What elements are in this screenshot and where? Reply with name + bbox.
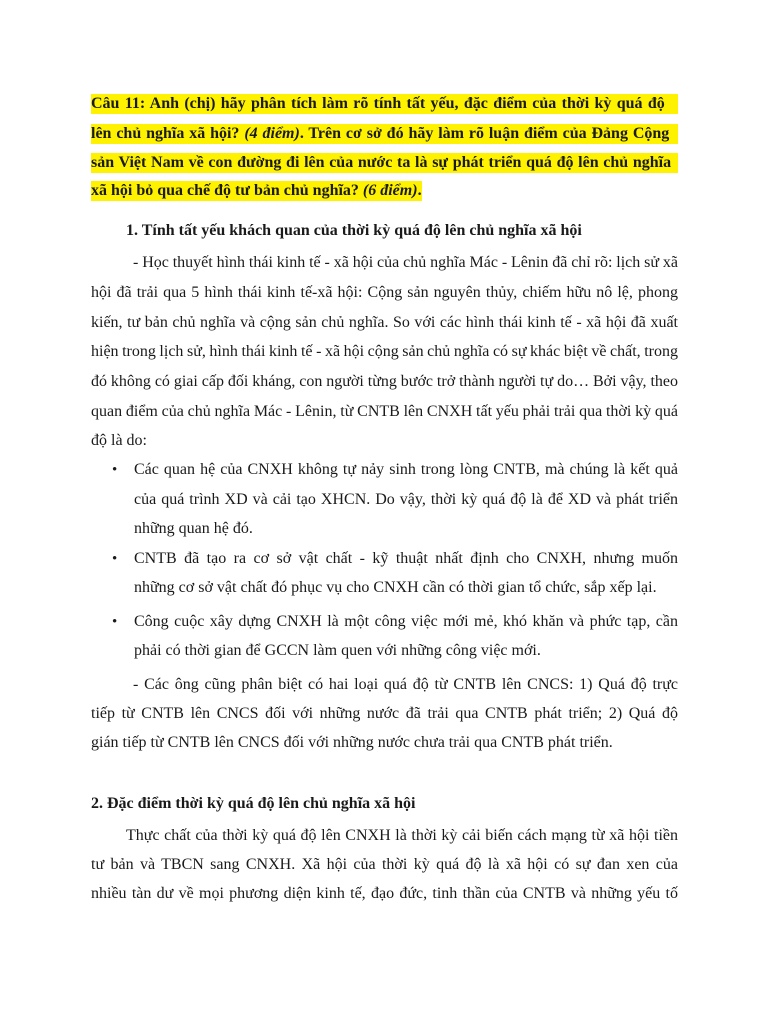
question-text: Câu 11: Anh (chị) hãy phân tích làm rõ tính tất yếu, đặc điểm của thời kỳ quá độ <box>91 95 665 112</box>
question-text: . Trên cơ sở đó hãy làm rõ luận điểm của Đảng Cộng <box>299 125 670 142</box>
paragraph-line: hiện trong lịch sử, hình thái kinh tế - xã hội cộng sản chủ nghĩa có sự khác biệt về chất, trong <box>91 343 678 360</box>
question-score: (6 điểm) <box>362 182 418 199</box>
question-line <box>91 181 422 201</box>
list-item-line: Công cuộc xây dựng CNXH là một công việc mới mẻ, khó khăn và phức tạp, cần <box>134 613 678 630</box>
paragraph-line: độ là do: <box>91 432 147 449</box>
paragraph-line: đó không có giai cấp đối kháng, con người từng bước trở thành người tự do… Bởi vậy, theo <box>91 373 678 390</box>
question-text: lên chủ nghĩa xã hội? <box>91 125 245 142</box>
question-score: (4 điểm) <box>244 125 300 142</box>
section-1-heading: 1. Tính tất yếu khách quan của thời kỳ quá độ lên chủ nghĩa xã hội <box>126 222 582 239</box>
list-item-line: Các quan hệ của CNXH không tự nảy sinh trong lòng CNTB, mà chúng là kết quả <box>134 461 678 478</box>
question-text: sản Việt Nam về con đường đi lên của nước ta là sự phát triển quá độ lên chủ nghĩa <box>91 154 672 171</box>
paragraph-line: tiếp từ CNTB lên CNCS đối với những nước đã trải qua CNTB phát triển; 2) Quá độ <box>91 705 678 722</box>
paragraph-line: nhiều tàn dư về mọi phương diện kinh tế, đạo đức, tinh thần của CNTB và những yếu tố <box>91 885 678 902</box>
paragraph-line: gián tiếp từ CNTB lên CNCS đối với những nước chưa trải qua CNTB phát triển. <box>91 734 613 751</box>
list-item-line: phải có thời gian để GCCN làm quen với những công việc mới. <box>134 642 541 659</box>
list-item-line: những quan hệ đó. <box>134 520 253 537</box>
question-text: xã hội bỏ qua chế độ tư bản chủ nghĩa? <box>91 182 363 199</box>
bullet-icon: • <box>112 551 118 567</box>
bullet-icon: • <box>112 614 118 630</box>
list-item-line: những cơ sở vật chất đó phục vụ cho CNXH cần có thời gian tổ chức, sắp xếp lại. <box>134 579 657 596</box>
question-text: . <box>417 182 422 199</box>
bullet-icon: • <box>112 462 118 478</box>
paragraph-line: tư bản và TBCN sang CNXH. Xã hội của thời kỳ quá độ là xã hội có sự đan xen của <box>91 856 678 873</box>
paragraph-line: hội đã trải qua 5 hình thái kinh tế-xã hội: Cộng sản nguyên thủy, chiếm hữu nô lệ, phong <box>91 284 678 301</box>
question-line <box>91 94 678 114</box>
list-item-line: của quá trình XD và cải tạo XHCN. Do vậy, thời kỳ quá độ là để XD và phát triển <box>134 491 678 508</box>
paragraph-line: - Các ông cũng phân biệt có hai loại quá độ từ CNTB lên CNCS: 1) Quá độ trực <box>133 676 678 693</box>
list-item-line: CNTB đã tạo ra cơ sở vật chất - kỹ thuật nhất định cho CNXH, nhưng muốn <box>134 550 678 567</box>
section-2-heading: 2. Đặc điểm thời kỳ quá độ lên chủ nghĩa xã hội <box>91 795 416 812</box>
paragraph-line: kiến, tư bản chủ nghĩa và cộng sản chủ nghĩa. So với các hình thái kinh tế - xã hội đã xuất <box>91 314 678 331</box>
paragraph-line: Thực chất của thời kỳ quá độ lên CNXH là thời kỳ cải biến cách mạng từ xã hội tiền <box>126 827 678 844</box>
paragraph-line: - Học thuyết hình thái kinh tế - xã hội của chủ nghĩa Mác - Lênin đã chỉ rõ: lịch sử xã <box>133 254 678 271</box>
question-line <box>91 153 678 173</box>
paragraph-line: quan điểm của chủ nghĩa Mác - Lênin, từ CNTB lên CNXH tất yếu phải trải qua thời kỳ quá <box>91 403 678 420</box>
question-line <box>91 124 678 144</box>
